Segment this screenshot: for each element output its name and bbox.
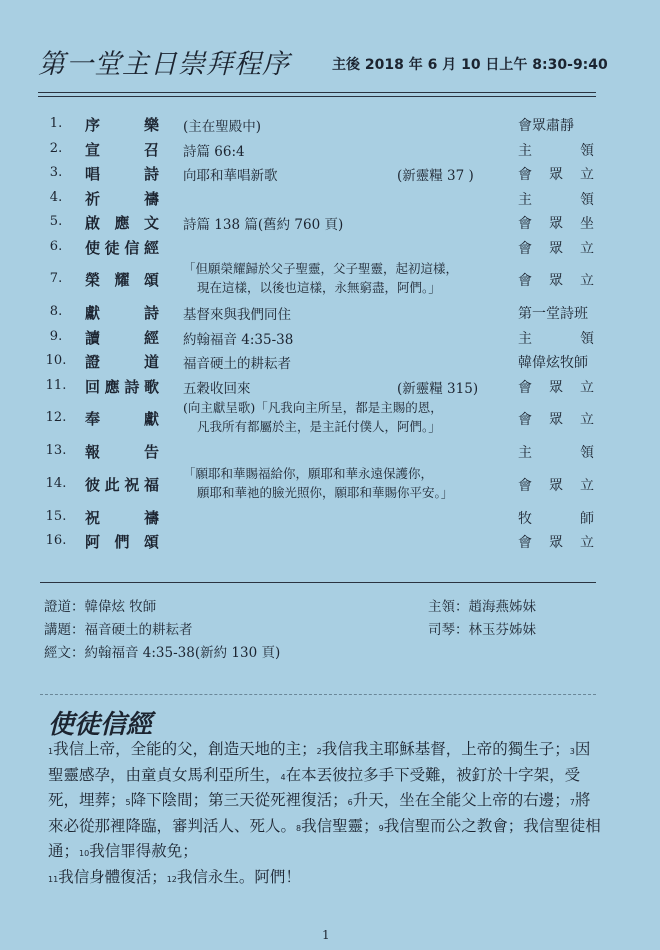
order-item-name: 證道 [85, 353, 159, 371]
creed-article [167, 868, 301, 886]
order-row [40, 464, 600, 505]
quote-line: 現在這樣，以後也這樣，永無窮盡，阿們。」 [197, 280, 441, 295]
sermon-speaker: 證道：韓偉炫 牧師 [44, 599, 157, 615]
creed-article-number: 12 [166, 874, 177, 884]
quote-line: 凡我所有都屬於主，是主託付僕人，阿們。」 [197, 419, 441, 434]
order-responsible: 主領 [518, 142, 594, 159]
scripture-reference: 經文：約翰福音 4:35-38(新約 130 頁) [44, 645, 281, 661]
order-row [40, 505, 600, 530]
creed-article-number: 5 [125, 798, 131, 807]
order-number: 8. [49, 304, 63, 319]
creed-article [348, 791, 570, 809]
creed-article-text: 在本丟彼拉多手下受難，被釘於十字架，受死，埋葬； [48, 765, 581, 809]
order-description: 基督來與我們同住 [183, 307, 291, 323]
creed-article-number: 4 [280, 772, 286, 782]
page-number: 1 [322, 928, 330, 942]
order-number: 16. [45, 533, 67, 548]
order-number: 12. [45, 410, 67, 425]
order-quote [183, 398, 443, 436]
order-number: 10. [45, 353, 67, 368]
header-divider [38, 92, 596, 97]
order-responsible: 主領 [518, 445, 594, 461]
creed-article-number: 7 [569, 798, 575, 807]
creed-article-number: 6 [347, 798, 353, 807]
order-number: 6. [49, 238, 63, 254]
order-row [40, 398, 600, 439]
order-number: 14. [45, 475, 67, 491]
order-responsible: 主領 [518, 330, 594, 347]
order-responsible: 會眾肅靜 [518, 118, 574, 134]
creed-article-text: 降下陰間；第三天從死裡復活； [130, 791, 348, 809]
page-title: 第一堂主日崇拜程序 [38, 49, 290, 80]
order-row [40, 300, 600, 325]
creed-article [48, 740, 317, 758]
order-number: 11. [45, 377, 67, 393]
order-row [40, 325, 600, 350]
order-item-name: 啟應文 [85, 214, 159, 232]
creed-article-text: 我信聖靈； [301, 816, 379, 835]
order-responsible: 牧師 [518, 510, 594, 527]
order-item-name: 序樂 [85, 116, 159, 134]
order-row [40, 529, 600, 554]
creed-article-number: 3 [569, 747, 575, 756]
order-description: 詩篇 138 篇(舊約 760 頁) [183, 217, 344, 233]
order-row [40, 349, 600, 374]
order-item-name: 回應詩歌 [85, 377, 159, 396]
order-number: 2. [49, 140, 63, 156]
worship-order-list [40, 112, 600, 554]
creed-title: 使徒信經 [48, 710, 153, 740]
order-responsible: 會眾立 [518, 240, 594, 257]
creed-article-number: 11 [48, 874, 59, 884]
order-row [40, 112, 600, 137]
quote-line: (向主獻呈歌)「凡我向主所呈，都是主賜的恩， [183, 400, 443, 415]
creed-article-text: 我信身體復活； [58, 867, 167, 886]
order-item-name: 唱詩 [85, 165, 159, 183]
order-row [40, 259, 600, 300]
service-leader: 主領：趙海燕姊妹 [428, 599, 536, 615]
sermon-topic: 講題：福音硬土的耕耘者 [44, 622, 193, 638]
order-item-name: 讀經 [85, 328, 159, 347]
order-responsible: 韓偉炫牧師 [518, 355, 588, 371]
order-description: 福音硬土的耕耘者 [183, 356, 291, 372]
creed-article-text: 我信聖而公之教會；我信聖徒相通； [48, 816, 601, 860]
creed-article-text: 我信永生。阿們！ [176, 867, 301, 886]
creed-article [48, 868, 167, 886]
order-responsible: 會眾立 [518, 167, 594, 183]
creed-article-text: 升天，坐在全能父上帝的右邊； [352, 791, 570, 809]
section-divider [40, 582, 596, 583]
quote-line: 「但願榮耀歸於父子聖靈，父子聖靈，起初這樣， [183, 261, 459, 276]
creed-article-number: 1 [48, 747, 54, 756]
order-responsible: 會眾立 [518, 379, 594, 396]
order-row [40, 235, 600, 260]
order-row [40, 137, 600, 162]
order-description: (主在聖殿中) [183, 119, 262, 135]
service-date: 主後 2018 年 6 月 10 日上午 8:30-9:40 [332, 57, 608, 73]
creed-article [317, 740, 570, 758]
order-number: 15. [45, 508, 67, 524]
order-quote [183, 259, 458, 297]
order-item-name: 彼此祝福 [85, 475, 159, 494]
order-number: 7. [49, 271, 63, 286]
creed-article-text: 將來必從那裡降臨，審判活人、死人。 [48, 791, 591, 835]
order-item-name: 榮耀頌 [85, 271, 159, 289]
creed-article-text: 我信罪得赦免； [89, 842, 198, 860]
order-item-name: 祈禱 [85, 189, 159, 208]
order-responsible: 會眾立 [518, 273, 594, 289]
hymn-reference: (新靈糧 315) [397, 380, 479, 397]
order-number: 3. [49, 165, 63, 180]
order-number: 5. [49, 214, 63, 229]
order-row [40, 374, 600, 399]
order-responsible: 會眾立 [518, 477, 594, 494]
order-responsible: 第一堂詩班 [518, 306, 588, 322]
order-responsible: 會眾坐 [518, 216, 594, 232]
creed-article [126, 791, 348, 809]
order-description: 詩篇 66:4 [183, 143, 245, 160]
order-item-name: 阿們頌 [85, 533, 159, 551]
creed-article-number: 8 [296, 823, 302, 833]
order-responsible: 主領 [518, 191, 594, 208]
creed-article-number: 2 [316, 747, 322, 756]
quote-line: 願耶和華祂的臉光照你，願耶和華賜你平安。」 [197, 484, 454, 500]
order-row [40, 210, 600, 235]
order-row [40, 439, 600, 464]
creed-article [296, 817, 379, 835]
order-description: 向耶和華唱新歌 [183, 168, 278, 184]
creed-article-number: 10 [79, 849, 90, 858]
creed-text [48, 738, 604, 891]
quote-line: 「願耶和華賜福給你，願耶和華永遠保護你， [183, 465, 434, 481]
order-description: 五穀收回來 [183, 380, 251, 397]
creed-article-text: 我信我主耶穌基督，上帝的獨生子； [321, 740, 570, 758]
order-number: 4. [49, 189, 63, 205]
order-responsible: 會眾立 [518, 535, 594, 551]
order-description: 約翰福音 4:35-38 [183, 331, 294, 348]
order-row [40, 161, 600, 186]
order-item-name: 獻詩 [85, 304, 159, 322]
order-item-name: 報告 [85, 443, 159, 461]
creed-article [79, 842, 198, 860]
order-quote [183, 464, 453, 502]
order-number: 13. [45, 443, 67, 458]
order-item-name: 宣召 [85, 140, 159, 159]
order-number: 1. [49, 116, 63, 131]
order-responsible: 會眾立 [518, 412, 594, 428]
pianist: 司琴：林玉芬姊妹 [428, 622, 536, 638]
order-number: 9. [49, 328, 63, 344]
creed-article-text: 我信上帝，全能的父，創造天地的主； [53, 740, 317, 758]
hymn-reference: (新靈糧 37 ) [397, 168, 474, 184]
order-item-name: 使徒信經 [85, 238, 159, 257]
order-item-name: 奉獻 [85, 410, 159, 428]
order-item-name: 祝禱 [85, 508, 159, 527]
creed-article-number: 9 [378, 823, 384, 833]
creed-divider [40, 694, 596, 695]
creed-article-text: 因聖靈感孕，由童貞女馬利亞所生， [48, 740, 591, 784]
order-row [40, 186, 600, 211]
